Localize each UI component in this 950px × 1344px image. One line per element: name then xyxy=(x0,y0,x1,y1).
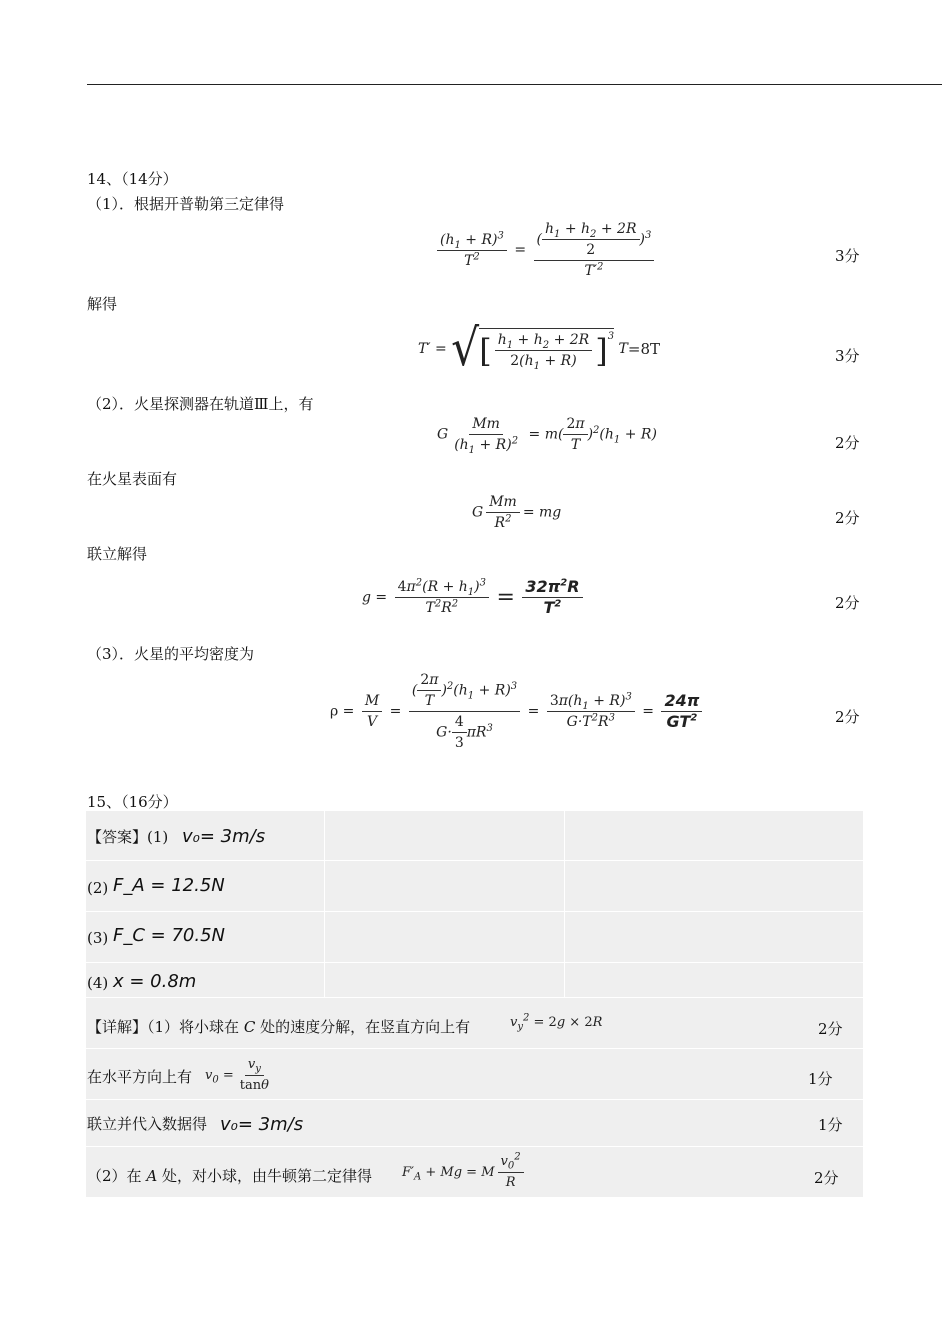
q14-part2-text: （2）．火星探测器在轨道Ⅲ上，有 xyxy=(87,395,314,413)
kepler-equation: $\frac{(h_1 + R)^3}{T^2}$ = ( $\frac{h_1 + h_2 + 2R}{2}$ )$^3$ $T'^2$ xyxy=(434,220,657,280)
q15-title: 15、（16分） xyxy=(87,793,178,811)
orbit-equation: G $\frac{Mm}{(h_1 + R)^2}$ = m( $\frac{2\pi}{T}$ )$^2(h_1 + R)$ xyxy=(437,416,657,456)
q15-detail-1 xyxy=(87,1018,470,1036)
q14-solve-text: 解得 xyxy=(87,295,118,313)
period-equation: T′ = √ [ $\frac{h_1 + h_2 + 2R}{2(h_1 + R)}$ ] 3 T=8T xyxy=(418,319,660,378)
q15-answer-2: F_A = 12.5N xyxy=(113,875,225,896)
q14-combine-score: 2分 xyxy=(835,594,860,612)
q15-detail-label: 【详解】 xyxy=(87,1018,148,1036)
q14-part1-score: 3分 xyxy=(835,247,860,265)
q14-surface-score: 2分 xyxy=(835,509,860,527)
q15-answer-3-label: (3) xyxy=(87,929,109,947)
vertical-velocity-equation: $v_y^2 = 2g \times 2R$ xyxy=(510,1012,603,1033)
q15-detail-3-text: 联立并代入数据得 xyxy=(87,1115,208,1133)
header-rule xyxy=(87,84,942,85)
q15-detail-3-result: v₀= 3m/s xyxy=(220,1114,304,1135)
q15-answer-1: v₀= 3m/s xyxy=(182,826,266,847)
q14-title: 14、（14分） xyxy=(87,170,178,188)
horizontal-velocity-equation: $v_0$ = $\frac{v_y}{\tan\theta}$ xyxy=(205,1057,269,1093)
q14-surface-text: 在火星表面有 xyxy=(87,470,178,488)
q15-detail-4-text2: 处，对小球，由牛顿第二定律得 xyxy=(161,1167,372,1185)
q14-part1-text: （1）．根据开普勒第三定律得 xyxy=(87,195,285,213)
q15-detail-4-text: （2）在 xyxy=(87,1167,142,1185)
q15-answer-4-label: (4) xyxy=(87,974,109,992)
q14-part3-score: 2分 xyxy=(835,708,860,726)
q15-detail-4-score: 2分 xyxy=(814,1169,839,1187)
period-result: =8T xyxy=(627,340,660,358)
q15-answer-panel xyxy=(86,811,863,1197)
q15-detail-2-score: 1分 xyxy=(808,1070,833,1088)
q14-solve-score: 3分 xyxy=(835,347,860,365)
q15-detail-2-text: 在水平方向上有 xyxy=(87,1068,193,1086)
q15-detail-1-text2: 处的速度分解，在竖直方向上有 xyxy=(260,1018,471,1036)
q14-combine-text: 联立解得 xyxy=(87,545,148,563)
q14-part2-score: 2分 xyxy=(835,434,860,452)
q15-detail-4-point: A xyxy=(146,1167,158,1185)
q15-detail-1-point: C xyxy=(243,1018,256,1036)
q15-answer-4: x = 0.8m xyxy=(113,971,197,992)
q15-answer-2-label: (2) xyxy=(87,879,109,897)
q15-answer-label: 【答案】(1) xyxy=(87,828,169,846)
surface-gravity-equation: G $\frac{Mm}{R^2}$ = mg xyxy=(472,494,562,531)
newton-second-law-equation: $F'_A + Mg = M$ $\frac{v_0^2}{R}$ xyxy=(402,1153,527,1192)
g-equation: g = $\frac{4\pi^2(R + h_1)^3}{T^2R^2}$ = $\frac{32\pi^2R}{T^2}$ xyxy=(362,578,586,617)
q15-answer-3: F_C = 70.5N xyxy=(113,925,225,946)
q15-detail-4 xyxy=(87,1167,372,1185)
q15-detail-3-score: 1分 xyxy=(818,1116,843,1134)
q15-detail-1-text: （1）将小球在 xyxy=(147,1018,240,1036)
q15-detail-1-score: 2分 xyxy=(818,1020,843,1038)
density-equation: ρ = $\frac{M}{V}$ = ( $\frac{2\pi}{T}$ )$^2(h_1 + R)^3$ G· $\frac{4}{3}$ $\pi R^3$ = $\frac{3\pi(h_1 + R)^3}{G\cdot T^2R^3}$ = $\frac{24\pi}{GT^2}$ xyxy=(330,671,705,752)
q14-part3-text: （3）．火星的平均密度为 xyxy=(87,645,255,663)
